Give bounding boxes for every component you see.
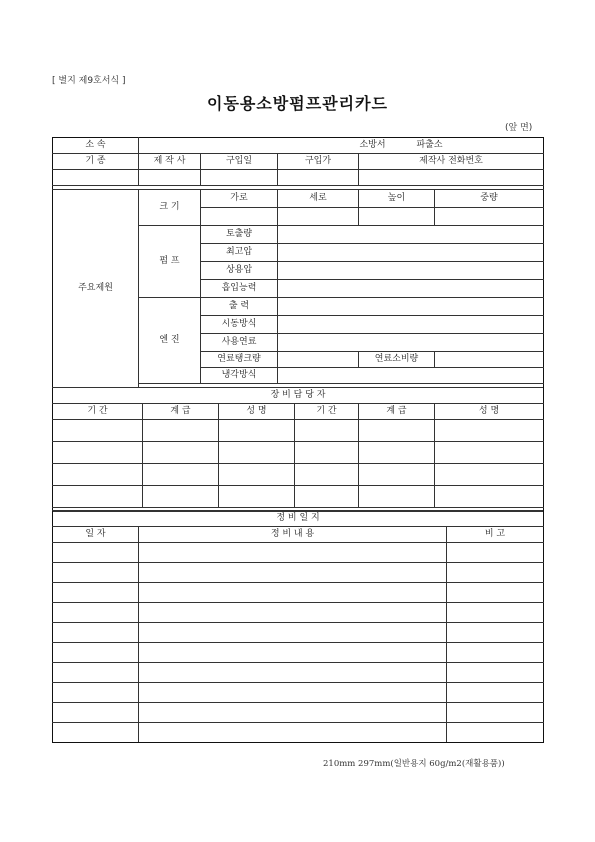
- table-row: [53, 703, 544, 723]
- width-value[interactable]: [201, 208, 278, 226]
- managers-col-period: 기 간: [53, 404, 143, 420]
- table-row: [53, 543, 544, 563]
- cooling-label: 냉각방식: [201, 368, 278, 384]
- maintenance-title: 정 비 일 지: [53, 511, 544, 527]
- managers-title: 장 비 담 당 자: [53, 388, 544, 404]
- table-row: [53, 643, 544, 663]
- maintenance-col-date: 일 자: [53, 527, 139, 543]
- pump-item-value[interactable]: [278, 280, 544, 298]
- pump-item-value[interactable]: [278, 226, 544, 244]
- maintenance-col-remarks: 비 고: [447, 527, 544, 543]
- fuel-tank-value[interactable]: [278, 352, 359, 368]
- affiliation-value[interactable]: [139, 138, 544, 154]
- table-row: [53, 420, 544, 442]
- main-specs-label: 주요제원: [53, 190, 139, 388]
- table-row: [53, 583, 544, 603]
- manager-cell[interactable]: [143, 486, 219, 508]
- manager-cell[interactable]: [359, 420, 435, 442]
- maintenance-remarks-cell[interactable]: [447, 723, 544, 743]
- maintenance-content-cell[interactable]: [139, 583, 447, 603]
- affiliation-station: 소방서: [359, 140, 386, 150]
- form-number-label: [ 별지 제9호서식 ]: [52, 76, 126, 86]
- manager-cell[interactable]: [219, 442, 295, 464]
- cooling-value[interactable]: [278, 368, 544, 384]
- pump-item-value[interactable]: [278, 262, 544, 280]
- maintenance-content-cell[interactable]: [139, 643, 447, 663]
- table-row: [53, 663, 544, 683]
- managers-col-period: 기 간: [295, 404, 359, 420]
- manager-cell[interactable]: [435, 486, 544, 508]
- maintenance-remarks-cell[interactable]: [447, 543, 544, 563]
- maker-value[interactable]: [139, 170, 201, 186]
- affiliation-branch: 파출소: [416, 140, 443, 150]
- manager-cell[interactable]: [53, 420, 143, 442]
- purchase-price-value[interactable]: [278, 170, 359, 186]
- table-row: [53, 603, 544, 623]
- table-row: [53, 623, 544, 643]
- purchase-price-label: 구입가: [278, 154, 359, 170]
- pump-item: 최고압: [201, 244, 278, 262]
- table-row: [53, 683, 544, 703]
- pump-info-table: [52, 137, 544, 388]
- depth-value[interactable]: [278, 208, 359, 226]
- maintenance-remarks-cell[interactable]: [447, 603, 544, 623]
- maintenance-date-cell[interactable]: [53, 603, 139, 623]
- maintenance-remarks-cell[interactable]: [447, 703, 544, 723]
- model-value[interactable]: [53, 170, 139, 186]
- manager-cell[interactable]: [435, 420, 544, 442]
- affiliation-label: 소 속: [53, 138, 139, 154]
- engine-item: 출 력: [201, 298, 278, 316]
- manager-cell[interactable]: [359, 486, 435, 508]
- table-row: [53, 442, 544, 464]
- engine-label: 엔 진: [139, 298, 201, 384]
- size-label: 크 기: [139, 190, 201, 226]
- manager-cell[interactable]: [53, 486, 143, 508]
- manager-cell[interactable]: [359, 442, 435, 464]
- page-title: 이동용소방펌프관리카드: [206, 94, 389, 113]
- model-label: 기 종: [53, 154, 139, 170]
- maker-phone-value[interactable]: [359, 170, 544, 186]
- purchase-date-value[interactable]: [201, 170, 278, 186]
- maintenance-content-cell[interactable]: [139, 603, 447, 623]
- maintenance-content-cell[interactable]: [139, 703, 447, 723]
- maintenance-content-cell[interactable]: [139, 663, 447, 683]
- managers-col-name: 성 명: [219, 404, 295, 420]
- pump-item-value[interactable]: [278, 244, 544, 262]
- height-value[interactable]: [359, 208, 435, 226]
- engine-item-value[interactable]: [278, 334, 544, 352]
- manager-cell[interactable]: [295, 442, 359, 464]
- maintenance-table: [52, 510, 544, 743]
- maker-label: 제 작 사: [139, 154, 201, 170]
- maintenance-date-cell[interactable]: [53, 723, 139, 743]
- purchase-date-label: 구입일: [201, 154, 278, 170]
- depth-label: 세로: [278, 190, 359, 208]
- width-label: 가로: [201, 190, 278, 208]
- fuel-consumption-label: 연료소비량: [359, 352, 435, 368]
- manager-cell[interactable]: [219, 420, 295, 442]
- maintenance-date-cell[interactable]: [53, 583, 139, 603]
- maintenance-date-cell[interactable]: [53, 643, 139, 663]
- maintenance-remarks-cell[interactable]: [447, 683, 544, 703]
- manager-cell[interactable]: [295, 420, 359, 442]
- pump-item: 토출량: [201, 226, 278, 244]
- engine-item-value[interactable]: [278, 316, 544, 334]
- maker-phone-label: 제작사 전화번호: [359, 154, 544, 170]
- manager-cell[interactable]: [53, 442, 143, 464]
- maintenance-remarks-cell[interactable]: [447, 663, 544, 683]
- manager-cell[interactable]: [219, 486, 295, 508]
- maintenance-remarks-cell[interactable]: [447, 643, 544, 663]
- maintenance-content-cell[interactable]: [139, 683, 447, 703]
- maintenance-remarks-cell[interactable]: [447, 623, 544, 643]
- table-row: [53, 563, 544, 583]
- manager-cell[interactable]: [295, 464, 359, 486]
- paper-spec-footer: 210mm 297mm(일반용지 60g/m2(재활용품)): [323, 759, 505, 769]
- manager-cell[interactable]: [143, 464, 219, 486]
- manager-cell[interactable]: [359, 464, 435, 486]
- maintenance-date-cell[interactable]: [53, 623, 139, 643]
- weight-value[interactable]: [435, 208, 544, 226]
- manager-cell[interactable]: [435, 442, 544, 464]
- height-label: 높이: [359, 190, 435, 208]
- manager-cell[interactable]: [219, 464, 295, 486]
- maintenance-col-content: 정 비 내 용: [139, 527, 447, 543]
- engine-item-value[interactable]: [278, 298, 544, 316]
- engine-item: 연료탱크량: [201, 352, 278, 368]
- pump-label: 펌 프: [139, 226, 201, 298]
- weight-label: 중량: [435, 190, 544, 208]
- maintenance-content-cell[interactable]: [139, 543, 447, 563]
- maintenance-content-cell[interactable]: [139, 623, 447, 643]
- table-row: [53, 486, 544, 508]
- maintenance-date-cell[interactable]: [53, 563, 139, 583]
- maintenance-remarks-cell[interactable]: [447, 563, 544, 583]
- managers-col-rank: 계 급: [143, 404, 219, 420]
- fuel-consumption-value[interactable]: [435, 352, 544, 368]
- engine-item: 사용연료: [201, 334, 278, 352]
- manager-cell[interactable]: [295, 486, 359, 508]
- engine-item: 시동방식: [201, 316, 278, 334]
- table-row: [53, 464, 544, 486]
- manager-cell[interactable]: [435, 464, 544, 486]
- maintenance-content-cell[interactable]: [139, 563, 447, 583]
- manager-cell[interactable]: [143, 420, 219, 442]
- maintenance-content-cell[interactable]: [139, 723, 447, 743]
- maintenance-date-cell[interactable]: [53, 683, 139, 703]
- maintenance-date-cell[interactable]: [53, 703, 139, 723]
- managers-table: [52, 387, 544, 512]
- pump-item: 상용압: [201, 262, 278, 280]
- managers-col-name: 성 명: [435, 404, 544, 420]
- maintenance-remarks-cell[interactable]: [447, 583, 544, 603]
- side-indicator: (앞 면): [505, 123, 533, 133]
- maintenance-date-cell[interactable]: [53, 543, 139, 563]
- manager-cell[interactable]: [143, 442, 219, 464]
- manager-cell[interactable]: [53, 464, 143, 486]
- maintenance-date-cell[interactable]: [53, 663, 139, 683]
- managers-col-rank: 계 급: [359, 404, 435, 420]
- table-row: [53, 723, 544, 743]
- pump-item: 흡입능력: [201, 280, 278, 298]
